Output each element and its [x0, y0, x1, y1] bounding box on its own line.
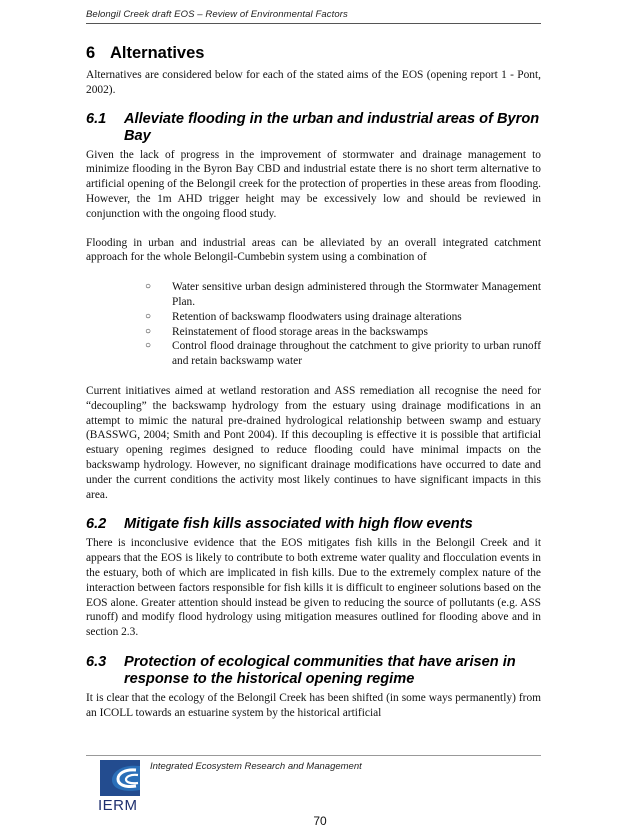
list-item: [144, 325, 541, 340]
list-item-text: Retention of backswamp floodwaters using drainage alterations: [172, 310, 462, 323]
subsection-number: 6.1: [86, 110, 107, 127]
list-item: [144, 339, 541, 369]
paragraph: Given the lack of progress in the improvement of stormwater and drainage management to minimize flooding in the Byron Bay CBD and industrial estate there is no short term alternative to artificial opening of the Belongil creek for the protection of properties in these areas from flooding. However, the 1m AHD trigger height may be excessively low and should be reviewed in conjunction with the ongoing flood study.: [86, 148, 541, 220]
subsection-title: Mitigate fish kills associated with high flow events: [124, 516, 473, 533]
ierm-wave-logo-icon: [100, 760, 140, 796]
footer-rule: [86, 755, 541, 756]
paragraph: There is inconclusive evidence that the EOS mitigates fish kills in the Belongil Creek and it appears that the EOS is likely to contribute to both extreme water quality and flocculation events in the estuary, both of which are implicated in fish kills. Due to the extremely complex nature of the interaction between factors responsible for fish kills it is difficult to engineer solutions based on the EOS alone. Greater attention should instead be given to reducing the source of pollutants (e.g. ASS runoff) and modify flood hydrology using mitigation measures outlined for flooding above and in section 2.3.: [86, 537, 541, 639]
list-item-text: Water sensitive urban design administered through the Stormwater Management Plan.: [172, 281, 541, 308]
page-number: 70: [313, 814, 327, 828]
subsection-heading-6-2: [86, 516, 541, 533]
list-item-text: Control flood drainage throughout the catchment to give priority to urban runoff and retain backswamp water: [172, 340, 541, 368]
bullet-icon: ○: [145, 325, 152, 337]
bullet-icon: ○: [145, 310, 152, 322]
section-number: 6: [86, 44, 96, 62]
page-content: [86, 44, 541, 721]
paragraph: Flooding in urban and industrial areas can be alleviated by an overall integrated catchment approach for the whole Belongil-Cumbebin system using a combination of: [86, 236, 541, 264]
paragraph: It is clear that the ecology of the Belongil Creek has been shifted (in some ways permanently) from an ICOLL towards an estuarine system by the historical artificial: [86, 691, 541, 719]
list-item: [144, 310, 541, 325]
section-heading: [86, 44, 541, 63]
subsection-number: 6.3: [86, 653, 107, 670]
bullet-list: [86, 280, 541, 369]
running-header: Belongil Creek draft EOS – Review of Environmental Factors: [86, 9, 348, 20]
bullet-icon: ○: [145, 340, 152, 352]
list-item-text: Reinstatement of flood storage areas in the backswamps: [172, 325, 428, 338]
header-rule: [86, 23, 541, 24]
section-title: Alternatives: [109, 44, 205, 62]
section-intro: Alternatives are considered below for each of the stated aims of the EOS (opening report 1 - Pont, 2002).: [86, 69, 541, 96]
list-item: [144, 280, 541, 310]
paragraph: Current initiatives aimed at wetland restoration and ASS remediation all recognise the need for “decoupling” the backswamp hydrology from the estuary using drainage modifications in an attempt to mimic the natural pre-drained hydrological relationship between swamp and estuary (BASSWG, 2004; Smith and Pont 2004). If this decoupling is effective it is possible that artificial estuary opening regimes designed to reduce flooding could have minimal impacts on the backswamp hydrology. However, no significant drainage modifications have occurred to date and under the current conditions the activity most likely continues to have significant impacts in this area.: [86, 384, 541, 501]
subsection-heading-6-3: [86, 654, 541, 688]
ierm-logo-text: IERM: [98, 797, 138, 814]
bullet-icon: ○: [145, 281, 152, 293]
footer-organization: Integrated Ecosystem Research and Management: [150, 761, 362, 772]
subsection-title: Alleviate flooding in the urban and industrial areas of Byron Bay: [124, 110, 540, 144]
subsection-heading-6-1: [86, 111, 541, 145]
subsection-number: 6.2: [86, 516, 107, 533]
subsection-title: Protection of ecological communities that have arisen in response to the historical opening regime: [124, 653, 516, 687]
